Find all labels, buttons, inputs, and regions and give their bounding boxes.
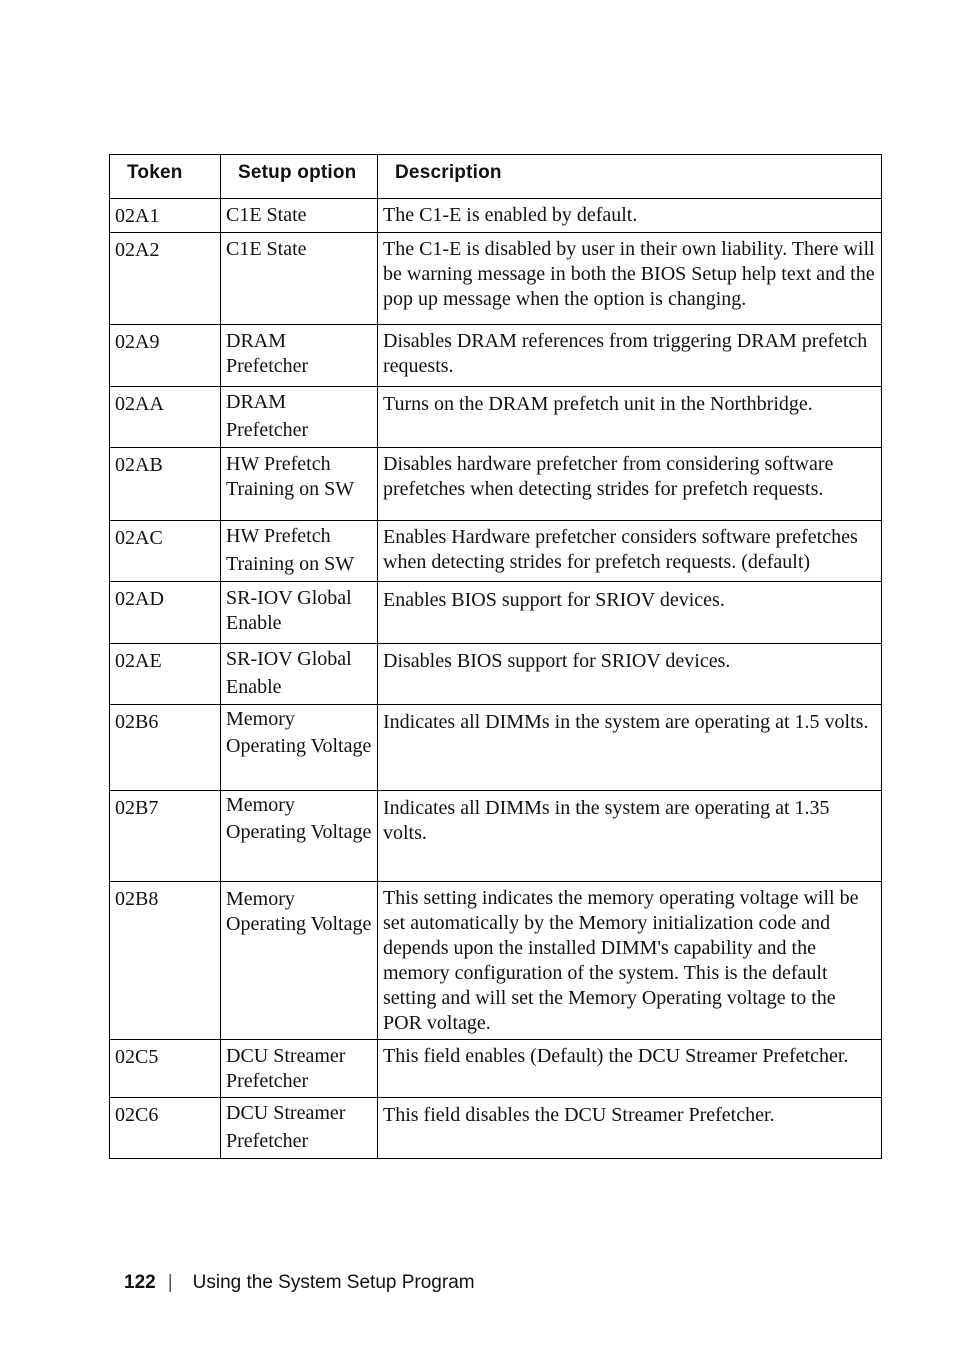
table-row — [110, 882, 882, 1040]
table-row — [110, 582, 882, 644]
setup-option-cell: HW Prefetch Training on SW — [221, 448, 378, 521]
table-row — [110, 791, 882, 882]
description-cell: Enables BIOS support for SRIOV devices. — [378, 582, 882, 644]
description-cell: This field enables (Default) the DCU Streamer Prefetcher. — [378, 1040, 882, 1098]
table-row — [110, 387, 882, 448]
token-cell: 02B6 — [110, 705, 221, 791]
token-cell: 02AA — [110, 387, 221, 448]
header-description: Description — [378, 155, 882, 199]
description-cell: Indicates all DIMMs in the system are operating at 1.5 volts. — [378, 705, 882, 791]
description-cell: Turns on the DRAM prefetch unit in the Northbridge. — [378, 387, 882, 448]
setup-option-cell: DCU Streamer Prefetcher — [221, 1040, 378, 1098]
table-row — [110, 325, 882, 387]
setup-option-cell: C1E State — [221, 233, 378, 325]
token-cell: 02A2 — [110, 233, 221, 325]
page-number: 122 — [124, 1272, 156, 1293]
token-cell: 02C5 — [110, 1040, 221, 1098]
table-row — [110, 233, 882, 325]
setup-option-cell: SR-IOV Global Enable — [221, 644, 378, 705]
description-cell: The C1-E is enabled by default. — [378, 199, 882, 233]
setup-option-cell: HW Prefetch Training on SW — [221, 521, 378, 582]
setup-option-cell: DRAM Prefetcher — [221, 325, 378, 387]
table-header-row — [110, 155, 882, 199]
token-cell: 02AE — [110, 644, 221, 705]
header-token: Token — [110, 155, 221, 199]
table-row — [110, 199, 882, 233]
header-setup-option: Setup option — [221, 155, 378, 199]
setup-option-cell: Memory Operating Voltage — [221, 791, 378, 882]
table-row — [110, 1098, 882, 1159]
description-cell: Indicates all DIMMs in the system are operating at 1.35 volts. — [378, 791, 882, 882]
token-cell: 02A9 — [110, 325, 221, 387]
token-table — [109, 154, 882, 1159]
setup-option-cell: Memory Operating Voltage — [221, 882, 378, 1040]
page-footer — [124, 1272, 475, 1294]
table-row — [110, 705, 882, 791]
table-row — [110, 448, 882, 521]
setup-option-cell: DCU Streamer Prefetcher — [221, 1098, 378, 1159]
description-cell: Disables BIOS support for SRIOV devices. — [378, 644, 882, 705]
description-cell: This setting indicates the memory operating voltage will be set automatically by the Memory initialization code and depends upon the installed DIMM's capability and the memory configuration of the system. This is the default setting and will set the Memory Operating voltage to the POR voltage. — [378, 882, 882, 1040]
table-row — [110, 644, 882, 705]
token-cell: 02B8 — [110, 882, 221, 1040]
footer-section-title: Using the System Setup Program — [192, 1272, 475, 1293]
token-cell: 02AC — [110, 521, 221, 582]
setup-option-cell: C1E State — [221, 199, 378, 233]
table-row — [110, 1040, 882, 1098]
description-cell: This field disables the DCU Streamer Prefetcher. — [378, 1098, 882, 1159]
setup-option-cell: Memory Operating Voltage — [221, 705, 378, 791]
table-row — [110, 521, 882, 582]
token-cell: 02A1 — [110, 199, 221, 233]
token-cell: 02C6 — [110, 1098, 221, 1159]
description-cell: Disables hardware prefetcher from considering software prefetches when detecting strides for prefetch requests. — [378, 448, 882, 521]
setup-option-cell: DRAM Prefetcher — [221, 387, 378, 448]
setup-option-cell: SR-IOV Global Enable — [221, 582, 378, 644]
description-cell: Disables DRAM references from triggering DRAM prefetch requests. — [378, 325, 882, 387]
token-cell: 02B7 — [110, 791, 221, 882]
footer-separator: | — [167, 1272, 173, 1293]
token-cell: 02AD — [110, 582, 221, 644]
description-cell: Enables Hardware prefetcher considers software prefetches when detecting strides for prefetch requests. (default) — [378, 521, 882, 582]
description-cell: The C1-E is disabled by user in their own liability. There will be warning message in both the BIOS Setup help text and the pop up message when the option is changing. — [378, 233, 882, 325]
token-cell: 02AB — [110, 448, 221, 521]
